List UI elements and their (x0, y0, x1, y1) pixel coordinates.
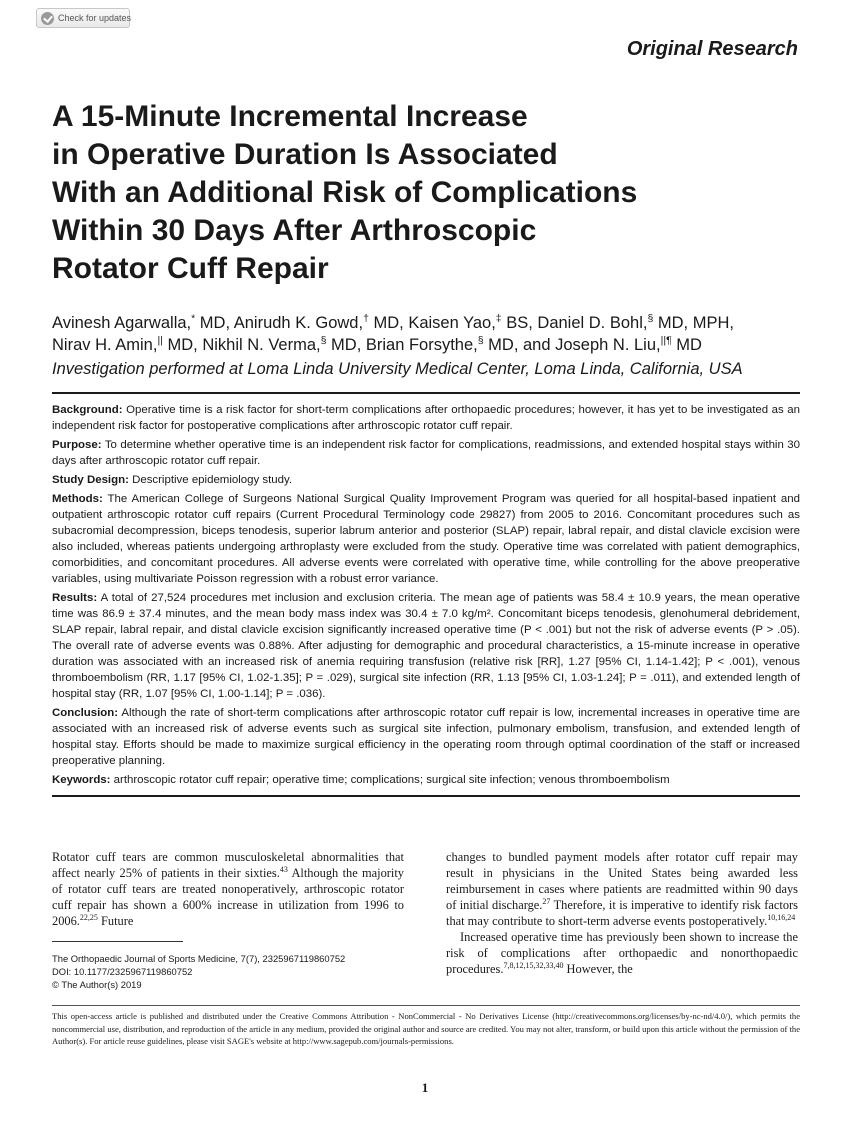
author-name: Nikhil N. Verma, (202, 336, 321, 354)
author-list (52, 312, 812, 356)
abstract-text: Descriptive epidemiology study. (128, 474, 293, 486)
author-degree: MD, and (483, 336, 556, 354)
affiliation-statement: Investigation performed at Loma Linda University Medical Center, Loma Linda, California, USA (52, 360, 743, 378)
doi-link[interactable]: DOI: 10.1177/2325967119860752 (52, 966, 193, 977)
author-name: Kaisen Yao, (408, 314, 496, 332)
author-affiliation-mark: § (647, 312, 654, 325)
body-column-left (52, 849, 404, 929)
abstract-label: Study Design: (52, 474, 129, 486)
check-for-updates-label: Check for updates (58, 13, 132, 23)
license-divider (52, 1005, 800, 1006)
body-text: Although the majority of rotator cuff tears are treated nonoperatively, arthroscopic rotator cuff repair has shown a 600% increase in utilization from 1996 to 2006. (52, 866, 404, 928)
author-name: Brian Forsythe, (365, 336, 478, 354)
body-text: Future (97, 914, 134, 928)
abstract-purpose (52, 437, 800, 469)
journal-footnote (52, 952, 412, 991)
footnote-divider (52, 941, 183, 942)
citation-ref[interactable]: 27 (542, 896, 551, 906)
author-affiliation-mark: ‡ (495, 312, 502, 325)
author-degree: MD, (368, 314, 409, 332)
abstract-study-design (52, 472, 800, 488)
body-paragraph (446, 849, 798, 929)
article-title (52, 98, 812, 288)
abstract (52, 392, 800, 797)
author-name: Daniel D. Bohl, (537, 314, 648, 332)
citation-ref[interactable]: 43 (279, 864, 288, 874)
author-name: Joseph N. Liu, (555, 336, 661, 354)
body-text: Rotator cuff tears are common musculoskeletal abnormalities that affect nearly 25% of patients in their sixties. (52, 850, 404, 880)
title-line: A 15-Minute Incremental Increase (52, 100, 528, 133)
check-circle-icon (41, 12, 54, 25)
citation-ref[interactable]: 10,16,24 (767, 912, 796, 922)
body-paragraph (446, 929, 798, 977)
abstract-text: To determine whether operative time is an independent risk factor for complications, readmissions, and extended hospital stays within 30 days after arthroscopic rotator cuff repair. (52, 439, 800, 467)
abstract-label: Background: (52, 404, 123, 416)
abstract-text: Operative time is a risk factor for short-term complications after orthopaedic procedures; however, it has yet to be investigated as an independent risk factor for postoperative complications after arthroscopic rotator cuff repair. (52, 404, 800, 432)
author-affiliation-mark: || (157, 334, 163, 347)
journal-citation: The Orthopaedic Journal of Sports Medicine, 7(7), 2325967119860752 (52, 953, 346, 964)
citation-ref[interactable]: 7,8,12,15,32,33,40 (503, 960, 564, 970)
author-degree: MD, MPH, (653, 314, 734, 332)
author-name: Nirav H. Amin, (52, 336, 158, 354)
title-line: in Operative Duration Is Associated (52, 138, 558, 171)
license-statement: This open-access article is published and distributed under the Creative Commons Attribution - NonCommercial - No Derivatives License (http://creativecommons.org/licenses/by-nc-nd/4.0/), which permits the noncommercial use, distribution, and reproduction of the article in any medium, provided the original author and source are credited. You may not alter, transform, or build upon this article without the permission of the Author(s). For article reuse guidelines, please visit SAGE's website at http://www.sagepub.com/journals-permissions. (52, 1011, 800, 1047)
abstract-label: Methods: (52, 493, 103, 505)
body-text: changes to bundled payment models after rotator cuff repair may result in physicians in the United States being awarded less reimbursement in cases where patients are readmitted within 90 days of initial discharge. (446, 850, 798, 912)
copyright-notice: © The Author(s) 2019 (52, 979, 142, 990)
abstract-text: A total of 27,524 procedures met inclusion and exclusion criteria. The mean age of patients was 58.4 ± 10.9 years, the mean operative time was 86.9 ± 37.4 minutes, and the mean body mass index was 30.4 ± 7.0 kg/m². Concomitant biceps tenodesis, glenohumeral debridement, SLAP repair, labral repair, and distal clavicle excision significantly increased operative time (P < .001) but not the risk of adverse events (P > .05). The overall rate of adverse events was 0.88%. After adjusting for demographic and procedural characteristics, a 15-minute increase in operative duration was associated with an increased risk of anemia requiring transfusion (relative risk [RR], 1.27 [95% CI, 1.14-1.42]; P < .001), venous thromboembolism (RR, 1.17 [95% CI, 1.02-1.35]; P = .029), surgical site infection (RR, 1.13 [95% CI, 1.03-1.24]; P = .011), and extended length of hospital stay (RR, 1.07 [95% CI, 1.00-1.14]; P = .036). (52, 592, 800, 700)
title-line: Within 30 Days After Arthroscopic (52, 214, 537, 247)
abstract-label: Results: (52, 592, 98, 604)
abstract-label: Purpose: (52, 439, 102, 451)
author-degree: BS, (501, 314, 538, 332)
abstract-background (52, 402, 800, 434)
author-degree: MD, (195, 314, 234, 332)
abstract-conclusion (52, 705, 800, 769)
abstract-label: Keywords: (52, 774, 111, 786)
title-line: Rotator Cuff Repair (52, 252, 329, 285)
body-paragraph (52, 849, 404, 929)
author-degree: MD, (162, 336, 203, 354)
abstract-text: The American College of Surgeons National Surgical Quality Improvement Program was queried for all hospital-based inpatient and outpatient arthroscopic rotator cuff repairs (Current Procedural Terminology code 29827) from 2005 to 2016. Concomitant procedures such as subacromial decompression, biceps tenodesis, superior labrum anterior and posterior (SLAP) repair, labral repair, and distal clavicle excision were also included, whereas patients undergoing arthroplasty were excluded from the study. Operative time was correlated with patient demographics, comorbidities, and concomitant procedures. All adverse events were correlated with operative time, while controlling for the above preoperative variables, using multivariate Poisson regression with a robust error variance. (52, 493, 800, 585)
body-text: Therefore, it is imperative to identify risk factors that may contribute to short-term adverse events postoperatively. (446, 898, 798, 928)
body-text: However, the (563, 962, 633, 976)
author-affiliation-mark: * (191, 312, 196, 325)
title-line: With an Additional Risk of Complications (52, 176, 638, 209)
author-name: Anirudh K. Gowd, (233, 314, 364, 332)
author-degree: MD, (326, 336, 366, 354)
section-label: Original Research (626, 38, 798, 60)
check-for-updates-button[interactable] (36, 8, 130, 28)
author-affiliation-mark: § (320, 334, 327, 347)
author-name: Avinesh Agarwalla, (52, 314, 192, 332)
body-column-right (446, 849, 798, 977)
author-affiliation-mark: § (477, 334, 484, 347)
author-affiliation-mark: ||¶ (660, 334, 672, 347)
abstract-text: arthroscopic rotator cuff repair; operative time; complications; surgical site infection; venous thromboembolism (110, 774, 670, 786)
author-affiliation-mark: † (363, 312, 369, 325)
citation-ref[interactable]: 22,25 (79, 912, 98, 922)
abstract-keywords (52, 772, 800, 788)
abstract-results (52, 590, 800, 702)
abstract-label: Conclusion: (52, 707, 119, 719)
abstract-text: Although the rate of short-term complications after arthroscopic rotator cuff repair is low, incremental increases in operative time are associated with an increased risk of adverse events such as surgical site infection, pulmonary embolism, transfusion, and extended length of hospital stay. Efforts should be made to maximize surgical efficiency in the operating room through optimal coordination of the staff or increased preoperative planning. (52, 707, 800, 767)
author-degree: MD (671, 336, 702, 354)
body-text: Increased operative time has previously been shown to increase the risk of complications after orthopaedic and nonorthopaedic procedures. (446, 930, 798, 976)
abstract-methods (52, 491, 800, 587)
page-number: 1 (421, 1080, 429, 1095)
